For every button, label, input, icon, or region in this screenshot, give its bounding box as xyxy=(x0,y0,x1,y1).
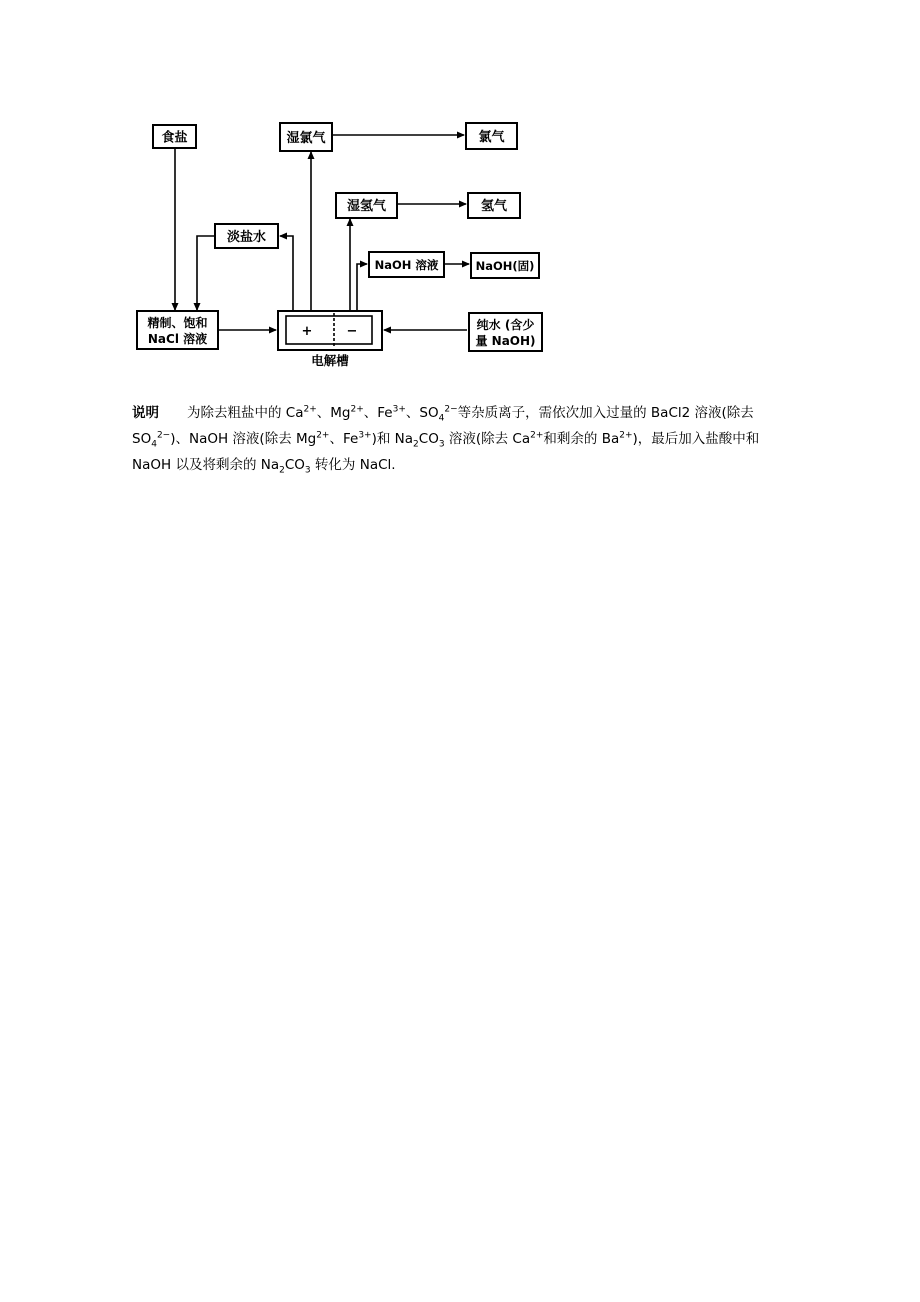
wet-hydrogen-box xyxy=(336,193,397,218)
cathode-sign: − xyxy=(346,324,358,339)
note-text: )，最后加入盐酸中和 NaOH 以及将剩余的 Na xyxy=(132,431,760,473)
electrolysis-flow-diagram xyxy=(0,0,920,380)
note-superscript: 3+ xyxy=(392,404,406,415)
arrow-cell-to-naoh-solution xyxy=(357,264,367,311)
note-subscript: 4 xyxy=(438,413,445,424)
chlorine-label: 氯气 xyxy=(478,130,505,145)
electrolytic-cell xyxy=(278,311,382,368)
refined-brine-box xyxy=(137,311,218,349)
cell-inner-chamber xyxy=(286,316,372,344)
note-text: )、NaOH 溶液(除去 Mg xyxy=(170,431,317,447)
note-subscript: 2 xyxy=(279,465,285,476)
naoh-solution-box xyxy=(369,252,444,277)
dilute-brine-label: 淡盐水 xyxy=(226,230,267,245)
note-text: 等杂质离子，需依次加入过量的 BaCl2 溶液(除去 SO xyxy=(132,405,754,447)
note-text: 、Fe xyxy=(329,431,359,447)
note-text: 溶液(除去 Ca xyxy=(444,431,531,447)
note-text: 和剩余的 Ba xyxy=(543,431,620,447)
refined-brine-label-line2: NaCl 溶液 xyxy=(147,332,208,346)
note-text: CO xyxy=(284,457,305,473)
dilute-brine-box xyxy=(215,224,278,248)
arrow-cell-to-dilute-brine xyxy=(280,236,293,311)
note-text: 、SO xyxy=(405,405,439,421)
naoh-solid-label: NaOH(固) xyxy=(475,259,535,273)
naoh-solution-label: NaOH 溶液 xyxy=(374,258,439,272)
note-superscript: 2+ xyxy=(350,404,364,415)
arrow-dilute-brine-to-brine xyxy=(197,236,215,310)
note-superscript: 2+ xyxy=(530,430,544,441)
pure-water-label-line2: 量 NaOH) xyxy=(475,334,536,348)
hydrogen-label: 氢气 xyxy=(480,199,508,214)
pure-water-box xyxy=(469,313,542,351)
note-text: CO xyxy=(418,431,439,447)
note-text: 、Mg xyxy=(316,405,351,421)
note-superscript: 2− xyxy=(444,404,458,415)
note-subscript: 3 xyxy=(304,465,311,476)
note-text: 转化为 NaCl. xyxy=(310,457,396,473)
note-subscript: 3 xyxy=(438,439,445,450)
anode-sign: + xyxy=(301,324,313,339)
note-subscript: 4 xyxy=(151,439,157,450)
explanation-paragraph xyxy=(132,400,792,478)
naoh-solid-box xyxy=(471,253,539,278)
note-text: )和 Na xyxy=(371,431,414,447)
note-superscript: 2+ xyxy=(316,430,330,441)
wet-chlorine-label: 湿氯气 xyxy=(286,131,326,146)
salt-box xyxy=(153,125,196,148)
note-text: 为除去粗盐中的 Ca xyxy=(187,405,304,421)
hydrogen-box xyxy=(468,193,520,218)
note-superscript: 2+ xyxy=(619,430,633,441)
note-superscript: 2− xyxy=(156,430,171,441)
pure-water-label-line1: 纯水 (含少 xyxy=(476,318,535,332)
wet-hydrogen-label: 湿氢气 xyxy=(346,199,387,214)
note-text: 、Fe xyxy=(363,405,393,421)
note-superscript: 3+ xyxy=(358,430,372,441)
note-subscript: 2 xyxy=(413,439,419,450)
refined-brine-label-line1: 精制、饱和 xyxy=(147,316,208,330)
explanation-lead: 说明 xyxy=(132,405,159,421)
cell-name-label: 电解槽 xyxy=(311,353,349,368)
salt-label: 食盐 xyxy=(161,130,188,146)
chlorine-box xyxy=(466,123,517,149)
wet-chlorine-box xyxy=(280,123,332,151)
note-superscript: 2+ xyxy=(303,404,317,415)
